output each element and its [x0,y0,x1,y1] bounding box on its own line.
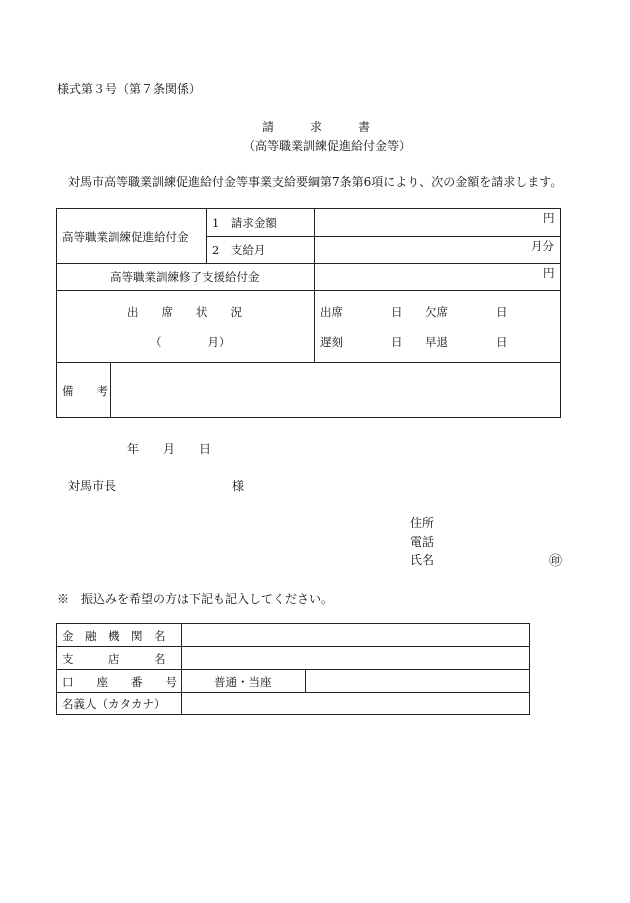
absent-day-unit: 日 [496,305,508,319]
grant-label: 高等職業訓練促進給付金 [62,230,189,244]
present-label: 出席 [320,305,343,319]
present-day-unit: 日 [391,305,403,319]
form-number: 様式第３号（第７条関係） [57,82,202,96]
date-line: 年 月 日 [127,442,212,456]
seal-mark: ㊞ [549,554,563,569]
early-leave-label: 早退 [425,335,448,349]
addressee: 対馬市長 [68,479,117,493]
account-holder-label: 名義人（カタカナ） [62,697,166,711]
account-holder-field[interactable] [182,693,529,714]
bank-institution-field[interactable] [182,624,529,646]
account-number-field[interactable] [306,670,529,692]
yen-unit-2: 円 [543,266,555,280]
branch-field[interactable] [182,647,529,669]
payment-month-label: 2 支給月 [212,243,266,257]
remarks-field[interactable] [111,363,560,417]
request-amount-field[interactable] [315,209,560,236]
completion-grant-label: 高等職業訓練修了支援給付金 [110,270,260,284]
bank-note: ※ 振込みを希望の方は下記も記入してください。 [57,592,334,606]
late-label: 遅刻 [320,335,343,349]
absent-label: 欠席 [425,305,448,319]
attendance-month: （ 月） [150,335,231,349]
document-title: 請 求 書 [262,120,371,134]
attendance-label: 出 席 状 況 [127,305,242,319]
request-amount-label: 1 請求金額 [212,216,277,230]
addressee-suffix: 様 [232,479,245,493]
name-label: 氏名 [410,553,435,567]
early-leave-day-unit: 日 [496,335,508,349]
payment-month-field[interactable] [315,237,560,263]
month-unit: 月分 [531,239,554,253]
intro-text: 対馬市高等職業訓練促進給付金等事業支給要綱第7条第6項により、次の金額を請求します。 [68,175,563,189]
document-subtitle: （高等職業訓練促進給付金等） [243,139,412,153]
completion-amount-field[interactable] [315,264,560,290]
remarks-label: 備 考 [62,384,108,398]
bank-institution-label: 金 融 機 関 名 [62,629,166,643]
account-type: 普通・当座 [214,675,272,689]
address-label: 住所 [410,516,435,530]
late-day-unit: 日 [391,335,403,349]
phone-label: 電話 [410,535,435,549]
branch-label: 支 店 名 [62,652,166,666]
yen-unit-1: 円 [543,211,555,225]
account-number-label: 口 座 番 号 [62,675,177,689]
